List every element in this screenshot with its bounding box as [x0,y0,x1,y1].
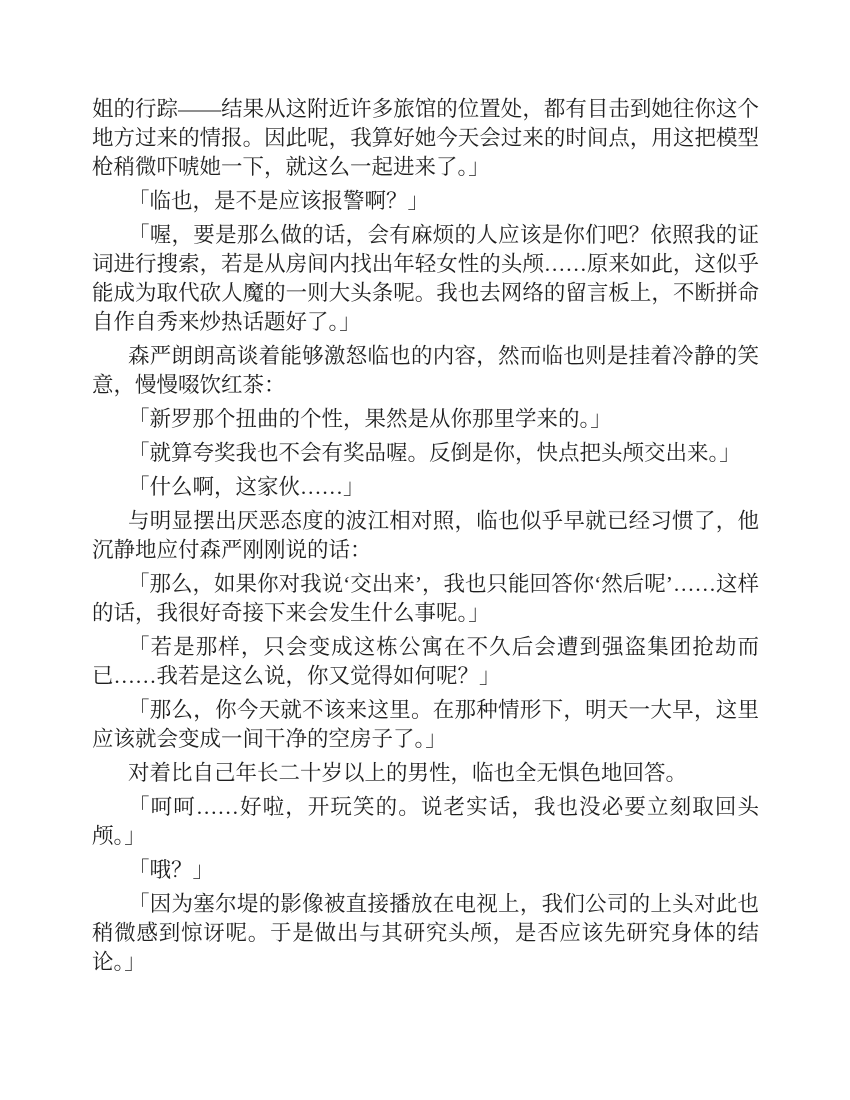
paragraph: 「新罗那个扭曲的个性，果然是从你那里学来的。」 [128,407,612,431]
paragraph: 森严朗朗高谈着能够激怒临也的内容，然而临也则是挂着冷静的笑意，慢慢啜饮红茶： [92,344,759,397]
paragraph: 「喔，要是那么做的话，会有麻烦的人应该是你们吧？依照我的证词进行搜索，若是从房间内找出年轻女性的头颅……原来如此，这似乎能成为取代砍人魔的一则大头条呢。我也去网络的留言板上，不断拼命自作自秀来炒热话题好了。」 [92,223,759,334]
text-column [92,95,759,982]
paragraph: 「什么啊，这家伙……」 [128,475,365,499]
paragraph: 「临也，是不是应该报警啊？」 [128,189,430,213]
paragraph: 「因为塞尔堤的影像被直接播放在电视上，我们公司的上头对此也稍微感到惊讶呢。于是做出与其研究头颅，是否应该先研究身体的结论。」 [92,892,759,974]
paragraph: 姐的行踪——结果从这附近许多旅馆的位置处，都有目击到她往你这个地方过来的情报。因此呢，我算好她今天会过来的时间点，用这把模型枪稍微吓唬她一下，就这么一起进来了。」 [92,97,759,179]
paragraph: 「呵呵……好啦，开玩笑的。说老实话，我也没必要立刻取回头颅。」 [92,795,759,848]
paragraph: 「就算夸奖我也不会有奖品喔。反倒是你，快点把头颅交出来。」 [128,441,741,465]
paragraph: 「那么，你今天就不该来这里。在那种情形下，明天一大早，这里应该就会变成一间干净的空房子了。」 [92,698,759,751]
paragraph: 对着比自己年长二十岁以上的男性，临也全无惧色地回答。 [128,761,688,785]
paragraph: 「哦？」 [128,858,215,882]
paragraph: 与明显摆出厌恶态度的波江相对照，临也似乎早就已经习惯了，他沉静地应付森严刚刚说的话： [92,509,759,562]
paragraph: 「若是那样，只会变成这栋公寓在不久后会遭到强盗集团抢劫而已……我若是这么说，你又觉得如何呢？」 [92,635,759,688]
paragraph: 「那么，如果你对我说‘交出来’，我也只能回答你‘然后呢’……这样的话，我很好奇接下来会发生什么事呢。」 [92,572,759,625]
